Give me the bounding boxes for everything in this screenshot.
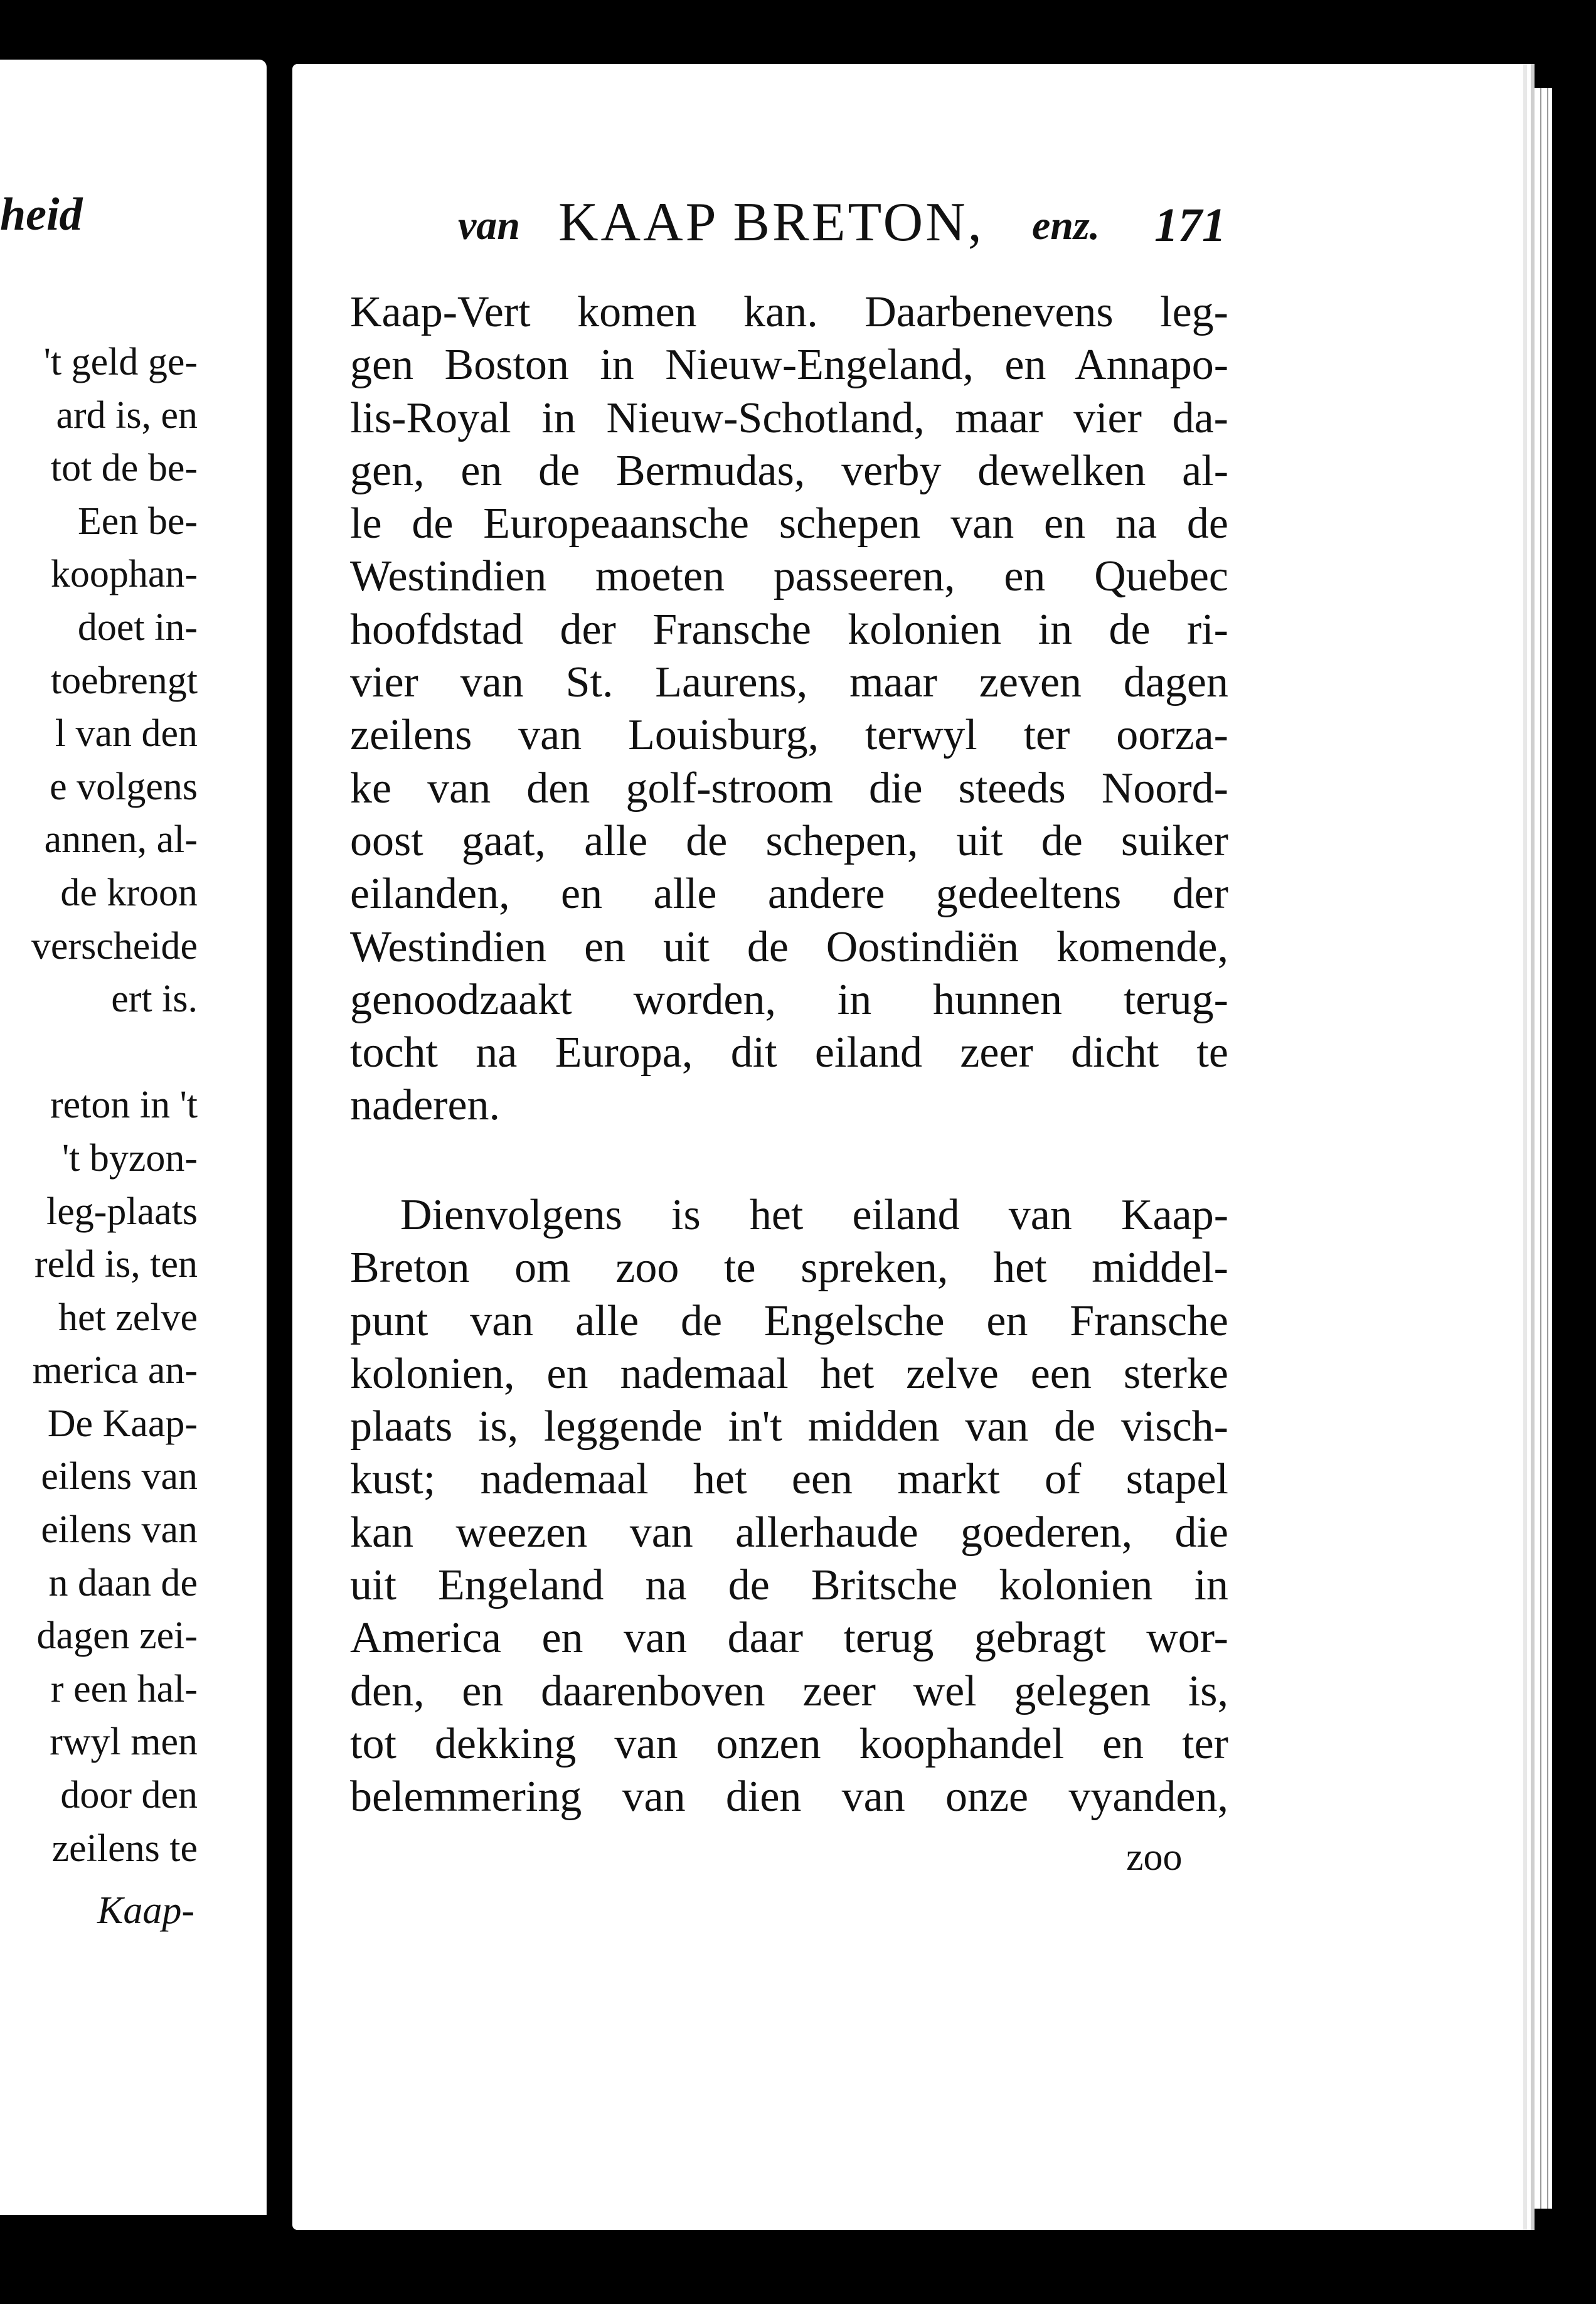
text-line: gen Boston in Nieuw-Engeland, en Annapo- (350, 341, 1228, 390)
text-line: naderen. (350, 1081, 501, 1130)
text-line: genoodzaakt worden, in hunnen terug- (350, 975, 1228, 1024)
left-line: l van den (55, 712, 198, 755)
left-running-head: heid (0, 189, 83, 240)
left-line: doet in- (77, 605, 198, 649)
text-line: Breton om zoo te spreken, het middel- (350, 1244, 1228, 1293)
text-line: ke van den golf-stroom die steeds Noord- (350, 764, 1228, 813)
text-line: oost gaat, alle de schepen, uit de suiker (350, 816, 1228, 865)
left-page (0, 60, 267, 2215)
text-line: tocht na Europa, dit eiland zeer dicht te (350, 1028, 1228, 1077)
text-line: zeilens van Louisburg, terwyl ter oorza- (350, 711, 1228, 760)
text-line: le de Europeaansche schepen van en na de (350, 499, 1228, 548)
paragraph-1 (350, 286, 1228, 1133)
left-line: 't geld ge- (43, 341, 198, 383)
left-line: Een be- (77, 499, 198, 543)
left-line: het zelve (58, 1296, 198, 1339)
left-line (0, 1026, 198, 1079)
text-line: eilanden, en alle andere gedeeltens der (350, 870, 1228, 919)
running-head (458, 188, 1242, 251)
text-line: tot dekking van onzen koophandel en ter (350, 1719, 1228, 1768)
text-line: kan weezen van allerhaude goederen, die (350, 1508, 1228, 1557)
text-line: Dienvolgens is het eiland van Kaap- (400, 1191, 1228, 1239)
text-line: kolonien, en nademaal het zelve een sterke (350, 1349, 1228, 1398)
left-line: leg-plaats (46, 1190, 198, 1233)
left-line: reton in 't (50, 1084, 198, 1127)
left-line: eilens van (41, 1455, 198, 1498)
left-line: merica an- (32, 1349, 198, 1392)
text-line: gen, en de Bermudas, verby dewelken al- (350, 446, 1228, 495)
left-line: 't byzon- (61, 1136, 198, 1180)
text-line: uit Engeland na de Britsche kolonien in (350, 1561, 1228, 1610)
left-line: verscheide (31, 924, 198, 968)
text-line: belemmering van dien van onze vyanden, (350, 1773, 1228, 1821)
text-line: Kaap-Vert komen kan. Daarbenevens leg- (350, 288, 1228, 336)
text-line: lis-Royal in Nieuw-Schotland, maar vier da- (350, 393, 1228, 442)
text-line: plaats is, leggende in't midden van de visch- (350, 1402, 1228, 1451)
left-line: r een hal- (50, 1667, 198, 1710)
left-line: dagen zei- (36, 1614, 198, 1658)
left-line: annen, al- (44, 818, 198, 861)
text-line: hoofdstad der Fransche kolonien in de ri- (350, 605, 1228, 654)
left-line: zeilens te (51, 1827, 198, 1870)
left-line: ard is, en (56, 393, 198, 437)
text-line: Westindien moeten passeeren, en Quebec (350, 552, 1228, 601)
left-line: e volgens (50, 765, 198, 808)
left-page-text (0, 336, 198, 1875)
catchword: zoo (1126, 1836, 1183, 1879)
page-edges (1523, 88, 1552, 2209)
running-head-enz: enz. (1032, 203, 1100, 248)
left-line: koophan- (50, 553, 198, 596)
text-line: kust; nademaal het een markt of stapel (350, 1455, 1228, 1504)
left-line: De Kaap- (47, 1402, 198, 1445)
left-line: door den (60, 1774, 198, 1817)
text-line: America en van daar terug gebragt wor- (350, 1614, 1228, 1663)
left-line: de kroon (60, 871, 198, 914)
left-catchword: Kaap- (97, 1889, 194, 1932)
left-line: ert is. (111, 978, 198, 1021)
running-head-van: van (458, 203, 520, 248)
left-line: tot de be- (50, 447, 198, 490)
page-number: 171 (1154, 199, 1226, 252)
text-line: Westindien en uit de Oostindiën komende, (350, 922, 1228, 971)
left-line: toebrengt (50, 659, 198, 702)
left-line: reld is, ten (35, 1243, 198, 1286)
running-head-title: KAAP BRETON, (558, 192, 984, 253)
left-line: n daan de (48, 1561, 198, 1604)
paragraph-2 (350, 1189, 1228, 1824)
text-line: vier van St. Laurens, maar zeven dagen (350, 658, 1228, 707)
left-line: rwyl men (50, 1720, 198, 1764)
text-line: punt van alle de Engelsche en Fransche (350, 1296, 1228, 1345)
left-line: eilens van (41, 1508, 198, 1552)
text-line: den, en daarenboven zeer wel gelegen is, (350, 1667, 1228, 1715)
